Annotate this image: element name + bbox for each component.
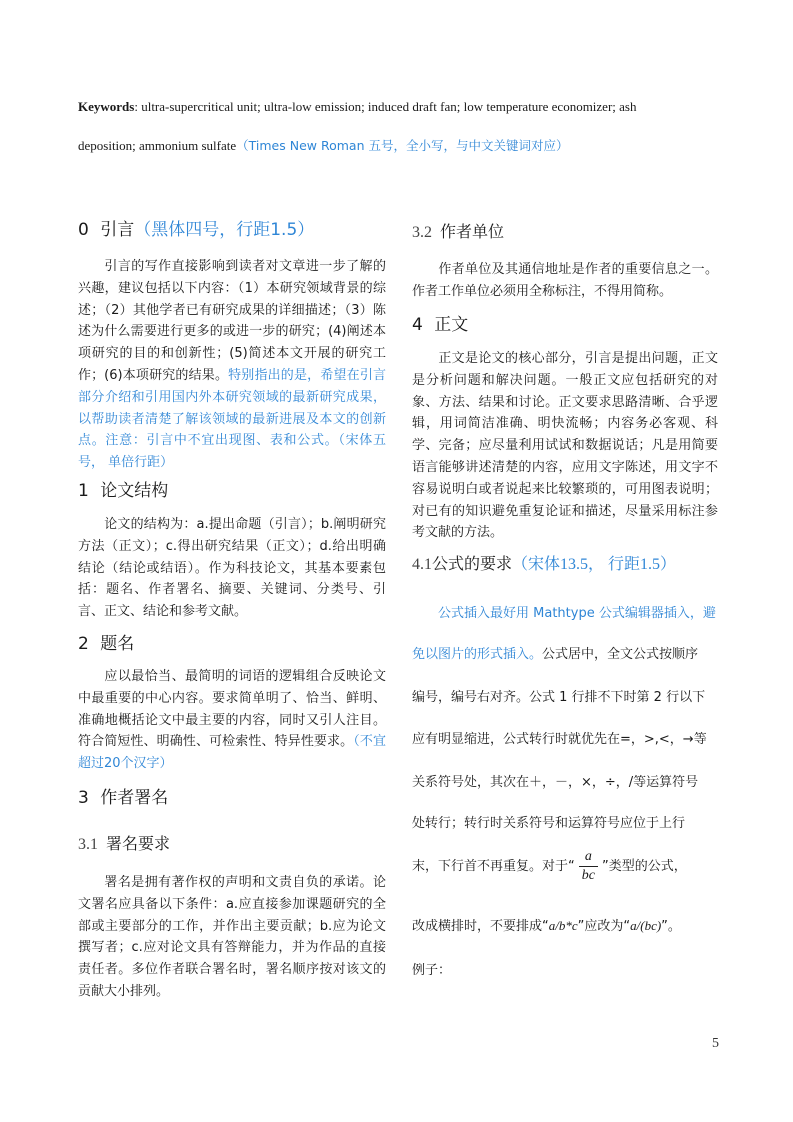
fraction-example — [579, 848, 598, 885]
s41-line-5-text: 关系符号处，其次在＋，－，×，÷，/等运算符号 — [412, 775, 699, 790]
section-4-body — [412, 348, 718, 544]
section-3-heading — [78, 786, 168, 810]
s41-line-2-blue: 免以图片的形式插入。 — [412, 647, 543, 662]
section-2-body-blue: （不宜超过20个汉字） — [78, 734, 386, 772]
s41-line-8-text-c: ”。 — [661, 919, 681, 934]
section-3-1-title: 署名要求 — [106, 834, 171, 853]
s41-line-9 — [412, 959, 451, 978]
section-4-1-title: 公式的要求 — [432, 554, 513, 573]
fraction-denominator: bc — [581, 868, 595, 883]
keywords-text-1: : ultra-supercritical unit; ultra-low emission; induced draft fan; low temperature economizer; ash — [134, 99, 637, 114]
keywords-line-1 — [78, 90, 718, 125]
section-3-2-body — [412, 259, 718, 303]
s41-line-2 — [412, 643, 698, 662]
section-3-2-heading — [412, 220, 504, 245]
keywords-block — [78, 90, 718, 164]
section-0-title: 引言 — [100, 220, 135, 240]
s41-line-7 — [412, 848, 687, 885]
section-3-1-body — [78, 872, 386, 1003]
section-2-body — [78, 666, 386, 775]
s41-line-3-text: 编号，编号右对齐。公式 1 行排不下时第 2 行以下 — [412, 690, 706, 705]
s41-line-1-text: 公式插入最好用 Mathtype 公式编辑器插入，避 — [438, 606, 716, 621]
keywords-format-note: （Times New Roman 五号，全小写，与中文关键词对应） — [236, 138, 569, 153]
section-4-title: 正文 — [434, 315, 469, 335]
section-0-body-text: 引言的写作直接影响到读者对文章进一步了解的兴趣，建议包括以下内容：（1）本研究领域背景的综述；（2）其他学者已有研究成果的详细描述；（3）陈述为什么需要进行更多的或进一步的研究；(4)阐述本项研究的目的和创新性；(5)简述本文开展的研究工作；(6)本项研究的结果。 — [78, 259, 386, 383]
section-4-1-heading — [412, 552, 676, 577]
s41-line-8 — [412, 915, 681, 934]
section-1-heading — [78, 479, 168, 503]
s41-formula-wrong: a/b*c — [548, 918, 578, 933]
section-4-heading — [412, 313, 468, 337]
s41-line-2-text: 公式居中，全文公式按顺序 — [542, 647, 699, 662]
keywords-text-2: deposition; ammonium sulfate — [78, 138, 237, 153]
section-3-2-number: 3.2 — [412, 224, 432, 241]
s41-formula-right: a/(bc) — [630, 918, 662, 933]
section-4-1-format-note: （宋体13.5， 行距1.5） — [512, 556, 677, 573]
s41-line-3 — [412, 686, 705, 705]
section-2-title: 题名 — [100, 634, 135, 654]
s41-line-7-text-a: 末，下行首不再重复。对于“ — [412, 859, 575, 874]
section-3-2-body-text: 作者单位及其通信地址是作者的重要信息之一。作者工作单位必须用全称标注，不得用简称。 — [412, 262, 718, 299]
section-3-2-title: 作者单位 — [440, 222, 505, 241]
keywords-line-2 — [78, 129, 718, 164]
s41-line-4-text: 应有明显缩进，公式转行时就优先在=，>,<，→等 — [412, 732, 707, 747]
section-4-1-number: 4.1 — [412, 556, 432, 573]
s41-line-4 — [412, 728, 707, 747]
section-0-heading — [78, 218, 314, 242]
section-2-body-text: 应以最恰当、最简明的词语的逻辑组合反映论文中最重要的中心内容。要求简单明了、恰当、鲜明、准确地概括论文中最主要的内容，同时又引人注目。符合简短性、明确性、可检索性、特异性要求。 — [78, 669, 386, 750]
s41-line-6-text: 处转行；转行时关系符号和运算符号应位于上行 — [412, 816, 686, 831]
section-0-body-blue: 特别指出的是，希望在引言部分介绍和引用国内外本研究领域的最新研究成果，以帮助读者清楚了解该领域的最新进展及本文的创新点。注意：引言中不宜出现图、表和公式。（宋体五号， 单倍行距） — [78, 367, 386, 471]
section-2-number: 2 — [78, 634, 89, 654]
section-1-body-text: 论文的结构为：a.提出命题（引言）；b.阐明研究方法（正文）；c.得出研究结果（正文）；d.给出明确结论（结论或结语）。作为科技论文，其基本要素包括：题名、作者署名、摘要、关键词、分类号、引言、正文、结论和参考文献。 — [78, 517, 386, 620]
section-0-body — [78, 256, 386, 474]
section-0-format-note: （黑体四号，行距1.5） — [134, 220, 315, 240]
section-3-number: 3 — [78, 788, 89, 808]
section-4-body-text: 正文是论文的核心部分，引言是提出问题，正文是分析问题和解决问题。一般正文应包括研究的对象、方法、结果和讨论。正文要求思路清晰、合乎逻辑，用词简洁准确、明快流畅；内容务必客观、科学、完备；应尽量利用试试和数据说话；凡是用简要语言能够讲述清楚的内容，应用文字陈述，用文字不容易说明白或者说起来比较繁琐的，可用图表说明；对已有的知识避免重复论证和描述，尽量采用标注参考文献的方法。 — [412, 351, 718, 541]
section-1-title: 论文结构 — [100, 481, 169, 501]
section-2-heading — [78, 632, 134, 656]
s41-example-label: 例子： — [412, 963, 452, 978]
section-3-title: 作者署名 — [100, 788, 169, 808]
s41-line-8-text-a: 改成横排时，不要排成“ — [412, 919, 549, 934]
page-number: 5 — [712, 1036, 719, 1051]
s41-line-8-text-b: ”应改为“ — [577, 919, 631, 934]
section-3-1-heading — [78, 832, 170, 857]
section-3-1-body-text: 署名是拥有著作权的声明和文责自负的承诺。论文署名应具备以下条件：a.应直接参加课题研究的全部或主要部分的工作，并作出主要贡献；b.应为论文撰写者；c.应对论文具有答辩能力，并为作品的直接责任者。多位作者联合署名时，署名顺序按对该文的贡献大小排列。 — [78, 875, 386, 999]
section-3-1-number: 3.1 — [78, 836, 98, 853]
section-4-number: 4 — [412, 315, 423, 335]
s41-line-1 — [438, 602, 716, 621]
s41-line-5 — [412, 771, 698, 790]
section-1-number: 1 — [78, 481, 89, 501]
section-0-number: 0 — [78, 220, 89, 240]
fraction-numerator: a — [579, 848, 598, 867]
section-1-body — [78, 514, 386, 623]
s41-line-6 — [412, 812, 685, 831]
s41-line-7-text-b: ”类型的公式， — [601, 859, 687, 874]
keywords-label: Keywords — [78, 99, 135, 114]
